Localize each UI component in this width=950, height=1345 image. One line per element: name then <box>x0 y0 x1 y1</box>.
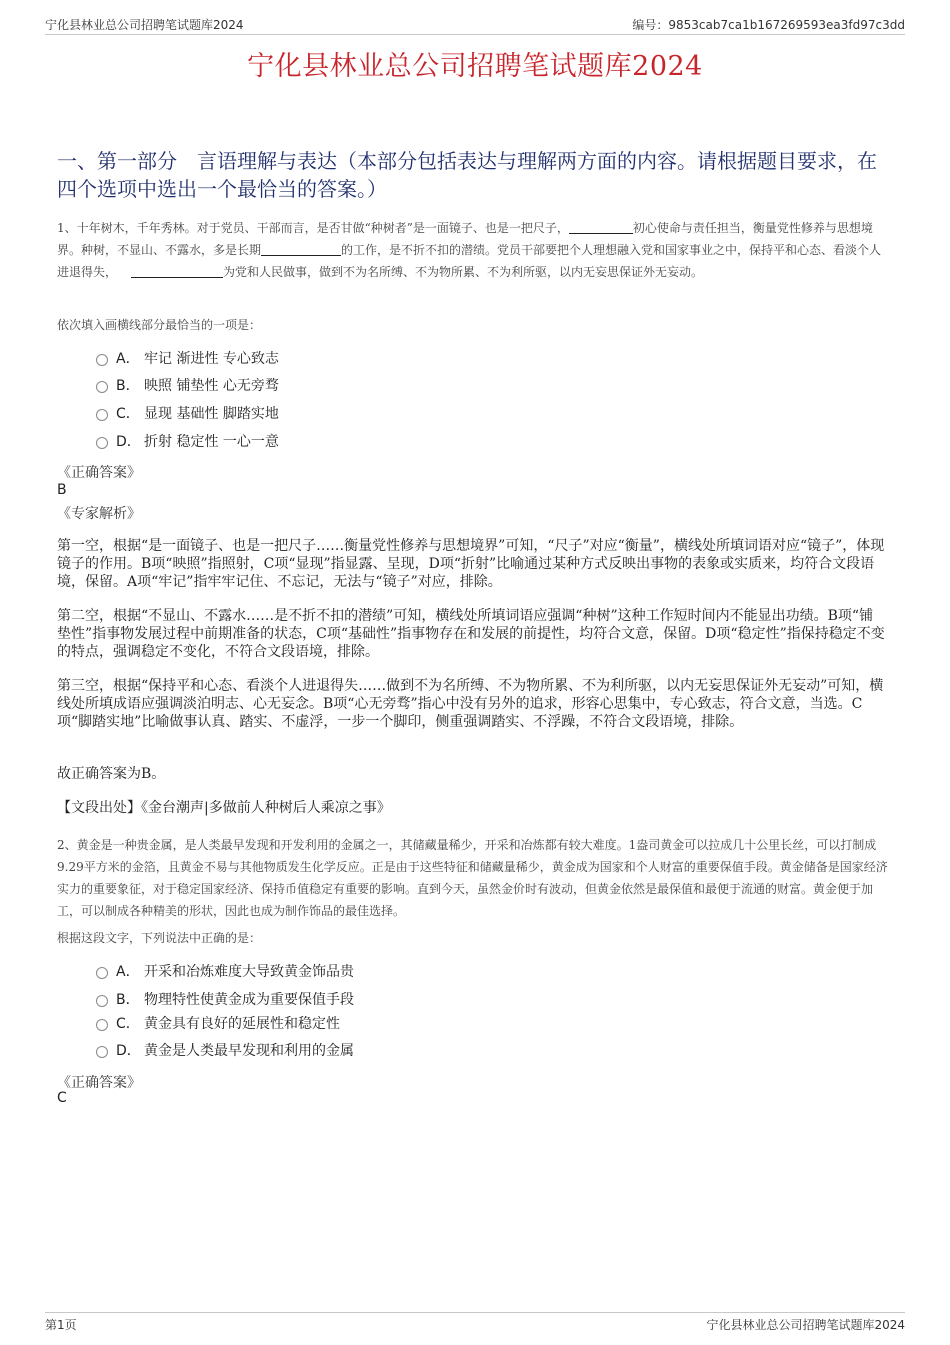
answer-label: 《正确答案》 <box>57 465 141 481</box>
analysis-paragraph-1: 第一空，根据“是一面镜子、也是一把尺子……衡量党性修养与思想境界”可知，“尺子”对应“衡量”，横线处所填词语对应“镜子”，体现镜子的作用。B项“映照”指照射，C项“显现”指显露、呈现，D项“折射”比喻通过某种方式反映出事物的表象或实质来，均符合文段语境，保留。A项“牢记”指牢牢记住、不忘记，无法与“镜子”对应，排除。 <box>57 538 885 590</box>
question-1-text-1: 1、十年树木，千年秀林。对于党员、干部而言，是否甘做“种树者”是一面镜子、也是一把尺子， <box>57 221 569 235</box>
page-footer <box>45 1312 905 1333</box>
option-a[interactable]: A． 牢记 渐进性 专心致志 <box>96 349 279 369</box>
question-1-prompt: 依次填入画横线部分最恰当的一项是： <box>57 318 262 332</box>
radio-icon[interactable] <box>96 1019 108 1031</box>
question-1-text-4: 为党和人民做事，做到不为名所缚、不为物所累、不为利所驱，以内无妄思保证外无妄动。 <box>223 265 704 279</box>
section-heading: 一、第一部分 言语理解与表达（本部分包括表达与理解两方面的内容。请根据题目要求，在四个选项中选出一个最恰当的答案。） <box>57 149 877 201</box>
question-1-text-3: 的工作，是不折不扣的潜绩。党员干部要把个人理想融入党和国家事业之中，保持平和心态、看淡个人进退得失， <box>57 243 882 279</box>
header-doc-id: 编号：9853cab7ca1b167269593ea3fd97c3dd <box>632 18 905 32</box>
analysis-paragraph-2: 第二空，根据“不显山、不露水……是不折不扣的潜绩”可知，横线处所填词语应强调“种树”这种工作短时间内不能显出功绩。B项“铺垫性”指事物发展过程中前期准备的状态，C项“基础性”指事物存在和发展的前提性，均符合文意，保留。D项“稳定性”指保持稳定不变的特点，强调稳定不变化，不符合文段语境，排除。 <box>57 608 885 660</box>
blank-1 <box>569 219 633 234</box>
blank-2 <box>261 241 341 256</box>
header-title: 宁化县林业总公司招聘笔试题库2024 <box>45 18 244 32</box>
analysis-conclusion: 故正确答案为B。 <box>57 766 166 782</box>
question-2-prompt: 根据这段文字，下列说法中正确的是： <box>57 931 262 945</box>
radio-icon[interactable] <box>96 381 108 393</box>
radio-icon[interactable] <box>96 995 108 1007</box>
page-header <box>45 14 905 35</box>
radio-icon[interactable] <box>96 967 108 979</box>
option-c[interactable]: C． 黄金具有良好的延展性和稳定性 <box>96 1014 340 1034</box>
source-citation: 【文段出处】《金台潮声|多做前人种树后人乘凉之事》 <box>57 800 391 816</box>
option-b[interactable]: B． 物理特性使黄金成为重要保值手段 <box>96 990 354 1010</box>
radio-icon[interactable] <box>96 1046 108 1058</box>
analysis-paragraph-3: 第三空，根据“保持平和心态、看淡个人进退得失……做到不为名所缚、不为物所累、不为利所驱，以内无妄思保证外无妄动”可知，横线处所填成语应强调淡泊明志、心无妄念。B项“心无旁骛”指心中没有另外的追求，形容心思集中，专心致志，符合文意，当选。C项“脚踏实地”比喻做事认真、踏实、不虚浮，一步一个脚印，侧重强调踏实、不浮躁，不符合文段语境，排除。 <box>57 678 884 730</box>
option-d[interactable]: D． 折射 稳定性 一心一意 <box>96 432 279 452</box>
option-b[interactable]: B． 映照 铺垫性 心无旁骛 <box>96 376 279 396</box>
question-1-stem <box>57 217 890 283</box>
option-c[interactable]: C． 显现 基础性 脚踏实地 <box>96 404 279 424</box>
option-d[interactable]: D． 黄金是人类最早发现和利用的金属 <box>96 1041 354 1061</box>
page-number: 第1页 <box>45 1318 77 1332</box>
answer-label: 《正确答案》 <box>57 1075 141 1091</box>
answer-value: C <box>57 1090 67 1106</box>
radio-icon[interactable] <box>96 409 108 421</box>
option-a[interactable]: A． 开采和冶炼难度大导致黄金饰品贵 <box>96 962 354 982</box>
analysis-label: 《专家解析》 <box>57 506 141 522</box>
question-2-stem: 2、黄金是一种贵金属，是人类最早发现和开发利用的金属之一，其储藏量稀少，开采和冶炼都有较大难度。1盎司黄金可以拉成几十公里长丝，可以打制成9.29平方米的金箔，且黄金不易与其他物质发生化学反应。正是由于这些特征和储藏量稀少，黄金成为国家和个人财富的重要保值手段。黄金储备是国家经济实力的重要象征，对于稳定国家经济、保持币值稳定有重要的影响。直到今天，虽然金价时有波动，但黄金依然是最保值和最便于流通的财富。黄金便于加工，可以制成各种精美的形状，因此也成为制作饰品的最佳选择。 <box>57 838 888 918</box>
radio-icon[interactable] <box>96 437 108 449</box>
question-1-text-2: 初心使命与责任担当，衡量党性修养与思想境界。种树，不显山、不露水，多是长期 <box>57 221 873 257</box>
radio-icon[interactable] <box>96 354 108 366</box>
footer-title: 宁化县林业总公司招聘笔试题库2024 <box>706 1318 905 1332</box>
page-title: 宁化县林业总公司招聘笔试题库2024 <box>247 51 703 82</box>
blank-3 <box>131 263 223 278</box>
answer-value: B <box>57 482 67 498</box>
